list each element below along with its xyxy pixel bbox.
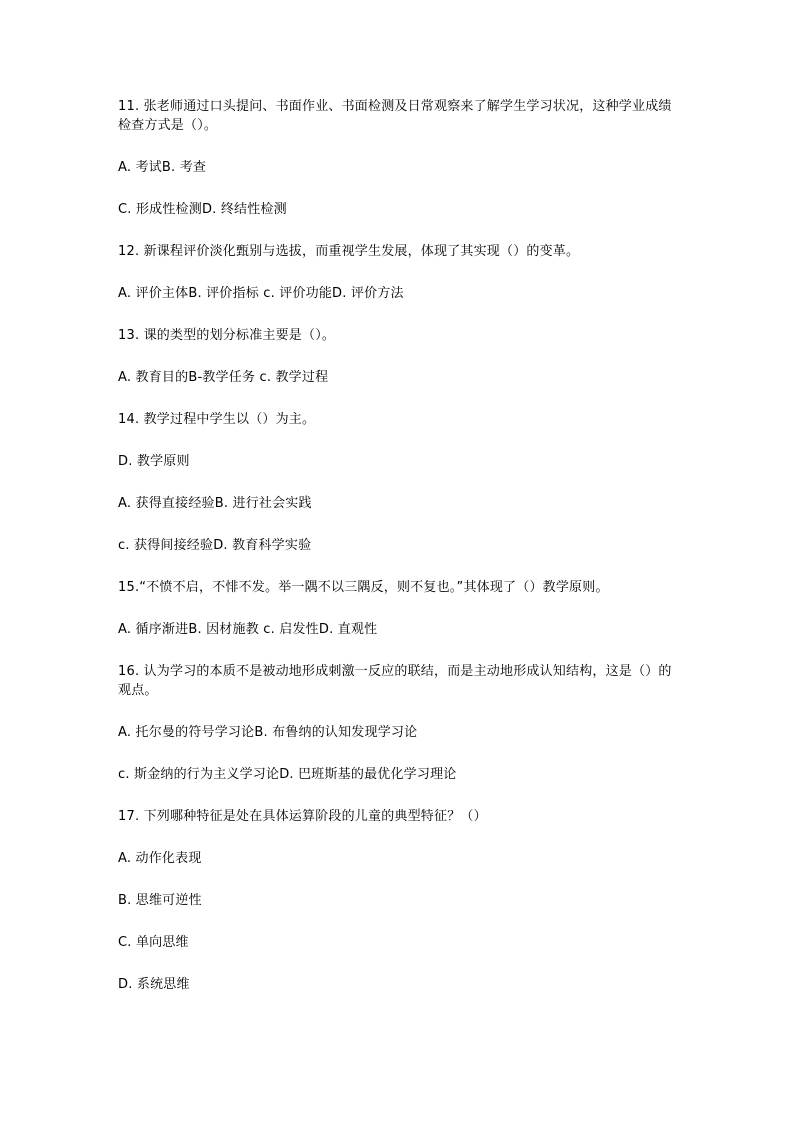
question-11-options-cd: C. 形成性检测D. 终结性检测 xyxy=(118,202,287,217)
question-14-options-cd: c. 获得间接经验D. 教育科学实验 xyxy=(118,538,312,553)
question-14-options-ab: A. 获得直接经验B. 进行社会实践 xyxy=(118,496,312,511)
question-17-option-c: C. 单向思维 xyxy=(118,935,189,950)
question-14: 14. 教学过程中学生以（）为主。 xyxy=(118,412,316,427)
question-11: 11. 张老师通过口头提问、书面作业、书面检测及日常观察来了解学生学习状况，这种学业成绩检查方式是（）。 xyxy=(118,99,672,133)
question-17-option-a: A. 动作化表现 xyxy=(118,851,202,866)
question-17-option-b: B. 思维可逆性 xyxy=(118,893,202,908)
question-13-options: A. 教育目的B-教学任务 c. 教学过程 xyxy=(118,370,329,385)
question-13: 13. 课的类型的划分标准主要是（）。 xyxy=(118,328,336,343)
question-17: 17. 下列哪种特征是处在具体运算阶段的儿童的典型特征？（） xyxy=(118,809,487,824)
question-16-options-ab: A. 托尔曼的符号学习论B. 布鲁纳的认知发现学习论 xyxy=(118,725,418,740)
question-16-options-cd: c. 斯金纳的行为主义学习论D. 巴班斯基的最优化学习理论 xyxy=(118,767,457,782)
question-15: 15.“不愤不启，不悱不发。举一隅不以三隅反，则不复也。”其体现了（）教学原则。 xyxy=(118,580,609,595)
question-13-option-d: D. 教学原则 xyxy=(118,454,190,469)
question-11-options-ab: A. 考试B. 考查 xyxy=(118,160,207,175)
question-15-options: A. 循序渐进B. 因材施教 c. 启发性D. 直观性 xyxy=(118,622,378,637)
question-12: 12. 新课程评价淡化甄别与选拔，而重视学生发展，体现了其实现（）的变革。 xyxy=(118,244,580,259)
question-16: 16. 认为学习的本质不是被动地形成刺激一反应的联结，而是主动地形成认知结构，这是（）的观点。 xyxy=(118,664,672,698)
question-17-option-d: D. 系统思维 xyxy=(118,977,190,992)
document-page xyxy=(118,97,678,994)
question-12-options: A. 评价主体B. 评价指标 c. 评价功能D. 评价方法 xyxy=(118,286,404,301)
